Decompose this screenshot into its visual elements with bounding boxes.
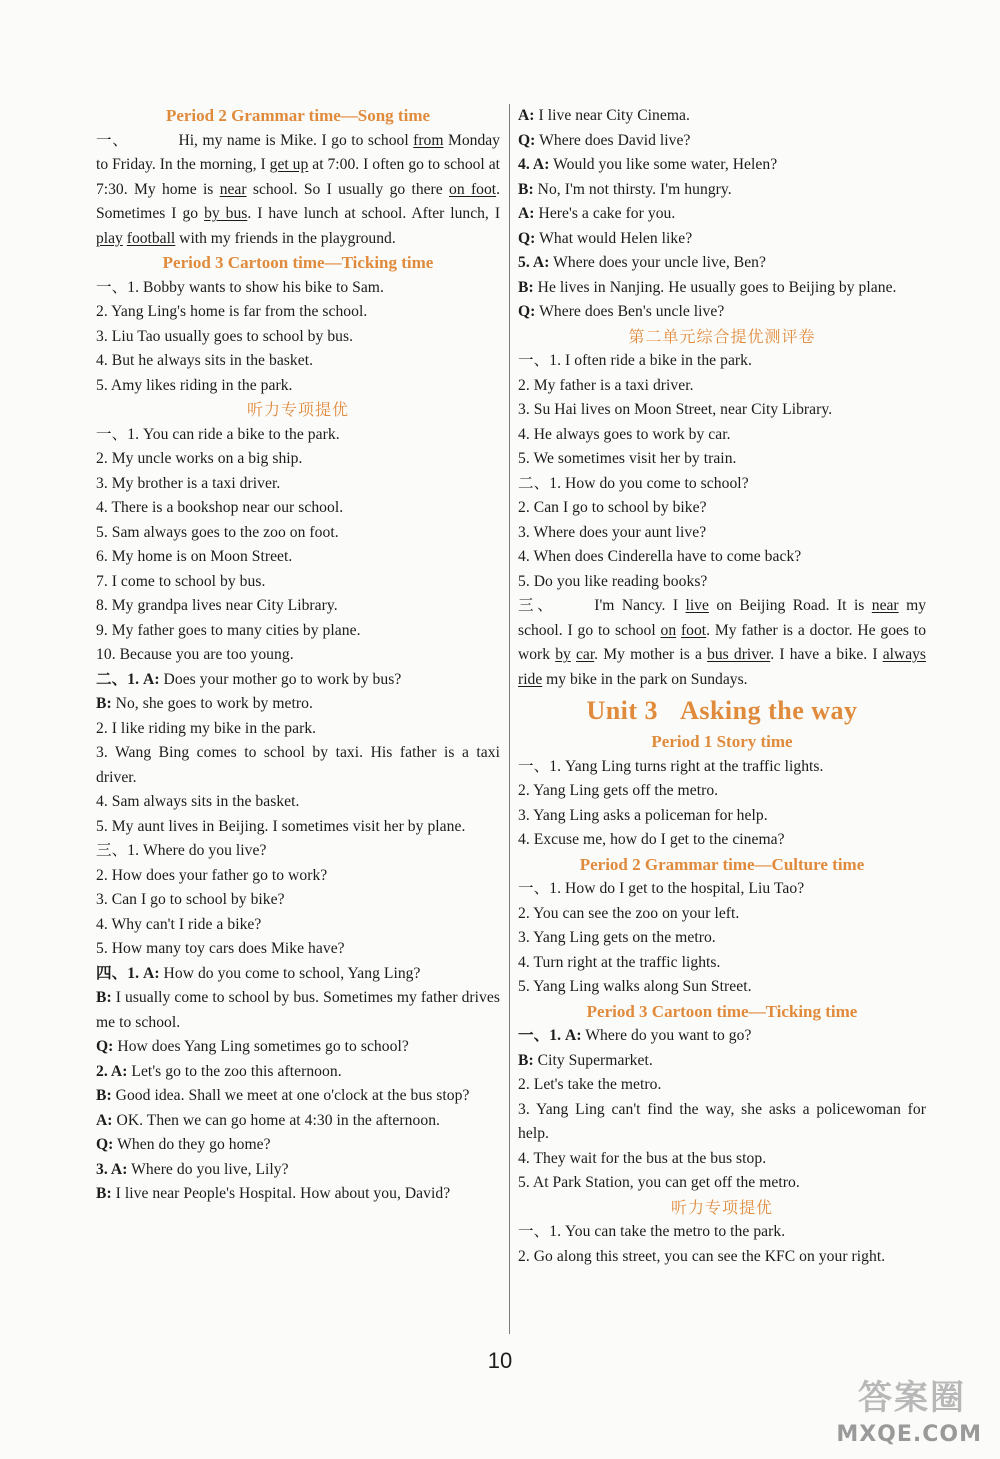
answer-line: 二、1. How do you come to school? (518, 474, 749, 492)
page-number: 10 (487, 1348, 513, 1373)
answer-line: 5. At Park Station, you can get off the metro. (518, 1174, 800, 1191)
answer-line: 4. He always goes to work by car. (518, 425, 731, 443)
answer-line: 2. Let's take the metro. (518, 1076, 662, 1093)
answer-line: 4. Why can't I ride a bike? (96, 915, 262, 933)
unit3-period2-heading: Period 2 Grammar time—Culture time (579, 854, 865, 874)
answer-line: 4. Excuse me, how do I get to the cinema? (518, 831, 785, 848)
dialogue-line: A: OK. Then we can go home at 4:30 in the afternoon. (96, 1111, 440, 1129)
unit2-passage: 三、 I'm Nancy. I live on Beijing Road. It is near my school. I go to school on foot. My father is a doctor. He goes to work by car. My mother is a bus driver. I have a bike. I always ride my bike in the park on Sundays. (518, 597, 927, 688)
period2-heading: Period 2 Grammar time—Song time (165, 106, 431, 125)
dialogue-line: B: He lives in Nanjing. He usually goes to Beijing by plane. (518, 278, 897, 296)
answer-line: 5. My aunt lives in Beijing. I sometimes visit her by plane. (96, 817, 466, 835)
unit3-period3-heading: Period 3 Cartoon time—Ticking time (586, 1001, 858, 1021)
answer-line: 三、1. Where do you live? (96, 842, 267, 859)
right-column (518, 104, 926, 1269)
listening-heading-2: 听力专项提优 (670, 1197, 773, 1217)
watermark-logo-text: 答案圈 (858, 1378, 966, 1418)
answer-line: 2. I like riding my bike in the park. (96, 719, 317, 737)
answer-line: 一、1. How do I get to the hospital, Liu Tao? (518, 880, 805, 897)
dialogue-line: Q: When do they go home? (96, 1136, 271, 1153)
dialogue-line: 二、1. A: Does your mother go to work by bus? (96, 670, 402, 688)
answer-line: 3. Liu Tao usually goes to school by bus. (96, 327, 354, 345)
unit2-test-heading: 第二单元综合提优测评卷 (628, 326, 816, 346)
answer-line: 2. My uncle works on a big ship. (96, 450, 303, 467)
answer-line: 2. Can I go to school by bike? (518, 499, 707, 516)
answer-line: 2. You can see the zoo on your left. (518, 904, 740, 922)
answer-line: 5. Yang Ling walks along Sun Street. (518, 978, 752, 995)
answer-line: 8. My grandpa lives near City Library. (96, 597, 338, 614)
answer-line: 4. Sam always sits in the basket. (96, 793, 300, 810)
answer-line: 5. Sam always goes to the zoo on foot. (96, 523, 339, 541)
listening-heading: 听力专项提优 (246, 400, 349, 419)
dialogue-line: Q: Where does Ben's uncle live? (518, 303, 725, 320)
dialogue-line: 一、1. A: Where do you want to go? (518, 1027, 752, 1044)
dialogue-line: 3. A: Where do you live, Lily? (96, 1160, 289, 1178)
answer-line: 3. Yang Ling asks a policeman for help. (518, 806, 768, 824)
dialogue-line: 4. A: Would you like some water, Helen? (518, 156, 778, 173)
dialogue-line: B: No, I'm not thirsty. I'm hungry. (518, 180, 732, 198)
dialogue-line: 2. A: Let's go to the zoo this afternoon. (96, 1062, 342, 1080)
answer-line: 4. They wait for the bus at the bus stop. (518, 1149, 767, 1167)
answer-line: 3. My brother is a taxi driver. (96, 474, 281, 492)
answer-line: 5. How many toy cars does Mike have? (96, 940, 345, 957)
answer-line: 2. Go along this street, you can see the KFC on your right. (518, 1247, 886, 1265)
answer-line: 5. Amy likes riding in the park. (96, 376, 293, 394)
answer-line: 一、1. Yang Ling turns right at the traffic lights. (518, 757, 824, 775)
answer-line: 4. When does Cinderella have to come back? (518, 548, 802, 565)
answer-line: 3. Su Hai lives on Moon Street, near City Library. (518, 401, 833, 418)
dialogue-line: A: I live near City Cinema. (518, 107, 690, 124)
answer-line: 4. But he always sits in the basket. (96, 352, 314, 369)
period2-passage: 一、 Hi, my name is Mike. I go to school from Monday to Friday. In the morning, I get up at 7:00. I often go to school at 7:30. My home is near school. So I usually go there on foot. Sometimes I go by bus. I have lunch at school. After lunch, I play football with my friends in the playground. (96, 131, 501, 247)
answer-line: 10. Because you are too young. (96, 646, 294, 663)
unit3-period1-heading: Period 1 Story time (651, 732, 793, 751)
answer-line: 2. My father is a taxi driver. (518, 376, 694, 394)
answer-line: 3. Wang Bing comes to school by taxi. His father is a taxi driver. (96, 744, 500, 786)
answer-line: 2. Yang Ling's home is far from the school. (96, 303, 368, 320)
answer-line: 3. Yang Ling can't find the way, she asks a policewoman for help. (518, 1100, 926, 1142)
answer-line: 2. Yang Ling gets off the metro. (518, 782, 719, 799)
dialogue-line: B: I live near People's Hospital. How about you, David? (96, 1185, 451, 1202)
dialogue-line: Q: Where does David live? (518, 131, 691, 149)
unit3-title: Unit 3 Asking the way (586, 696, 858, 725)
answer-line: 4. Turn right at the traffic lights. (518, 953, 721, 971)
dialogue-line: B: City Supermarket. (518, 1051, 653, 1069)
answer-line: 3. Where does your aunt live? (518, 523, 707, 541)
answer-line: 一、1. You can ride a bike to the park. (96, 425, 340, 443)
answer-line: 一、1. I often ride a bike in the park. (518, 352, 752, 369)
dialogue-line: B: No, she goes to work by metro. (96, 695, 313, 712)
column-divider (509, 104, 510, 1334)
answer-line: 5. We sometimes visit her by train. (518, 450, 737, 467)
answer-line: 一、1. You can take the metro to the park. (518, 1223, 786, 1240)
dialogue-line: A: Here's a cake for you. (518, 205, 676, 222)
dialogue-line: 5. A: Where does your uncle live, Ben? (518, 254, 767, 271)
dialogue-line: B: I usually come to school by bus. Sometimes my father drives me to school. (96, 989, 500, 1031)
period3-heading: Period 3 Cartoon time—Ticking time (162, 253, 434, 272)
answer-line: 5. Do you like reading books? (518, 572, 708, 590)
left-column (96, 104, 500, 1207)
answer-line: 3. Can I go to school by bike? (96, 891, 285, 908)
dialogue-line: 四、1. A: How do you come to school, Yang Ling? (96, 964, 421, 982)
dialogue-line: Q: How does Yang Ling sometimes go to school? (96, 1038, 409, 1055)
answer-line: 3. Yang Ling gets on the metro. (518, 929, 716, 946)
dialogue-line: Q: What would Helen like? (518, 229, 693, 247)
dialogue-line: B: Good idea. Shall we meet at one o'clock at the bus stop? (96, 1087, 470, 1104)
answer-line: 9. My father goes to many cities by plane. (96, 621, 361, 639)
answer-line: 2. How does your father go to work? (96, 866, 328, 884)
answer-line: 6. My home is on Moon Street. (96, 548, 293, 565)
answer-line: 4. There is a bookshop near our school. (96, 499, 344, 516)
watermark-url: MXQE.COM (836, 1422, 982, 1447)
answer-line: 7. I come to school by bus. (96, 572, 266, 590)
answer-line: 一、1. Bobby wants to show his bike to Sam. (96, 278, 384, 296)
